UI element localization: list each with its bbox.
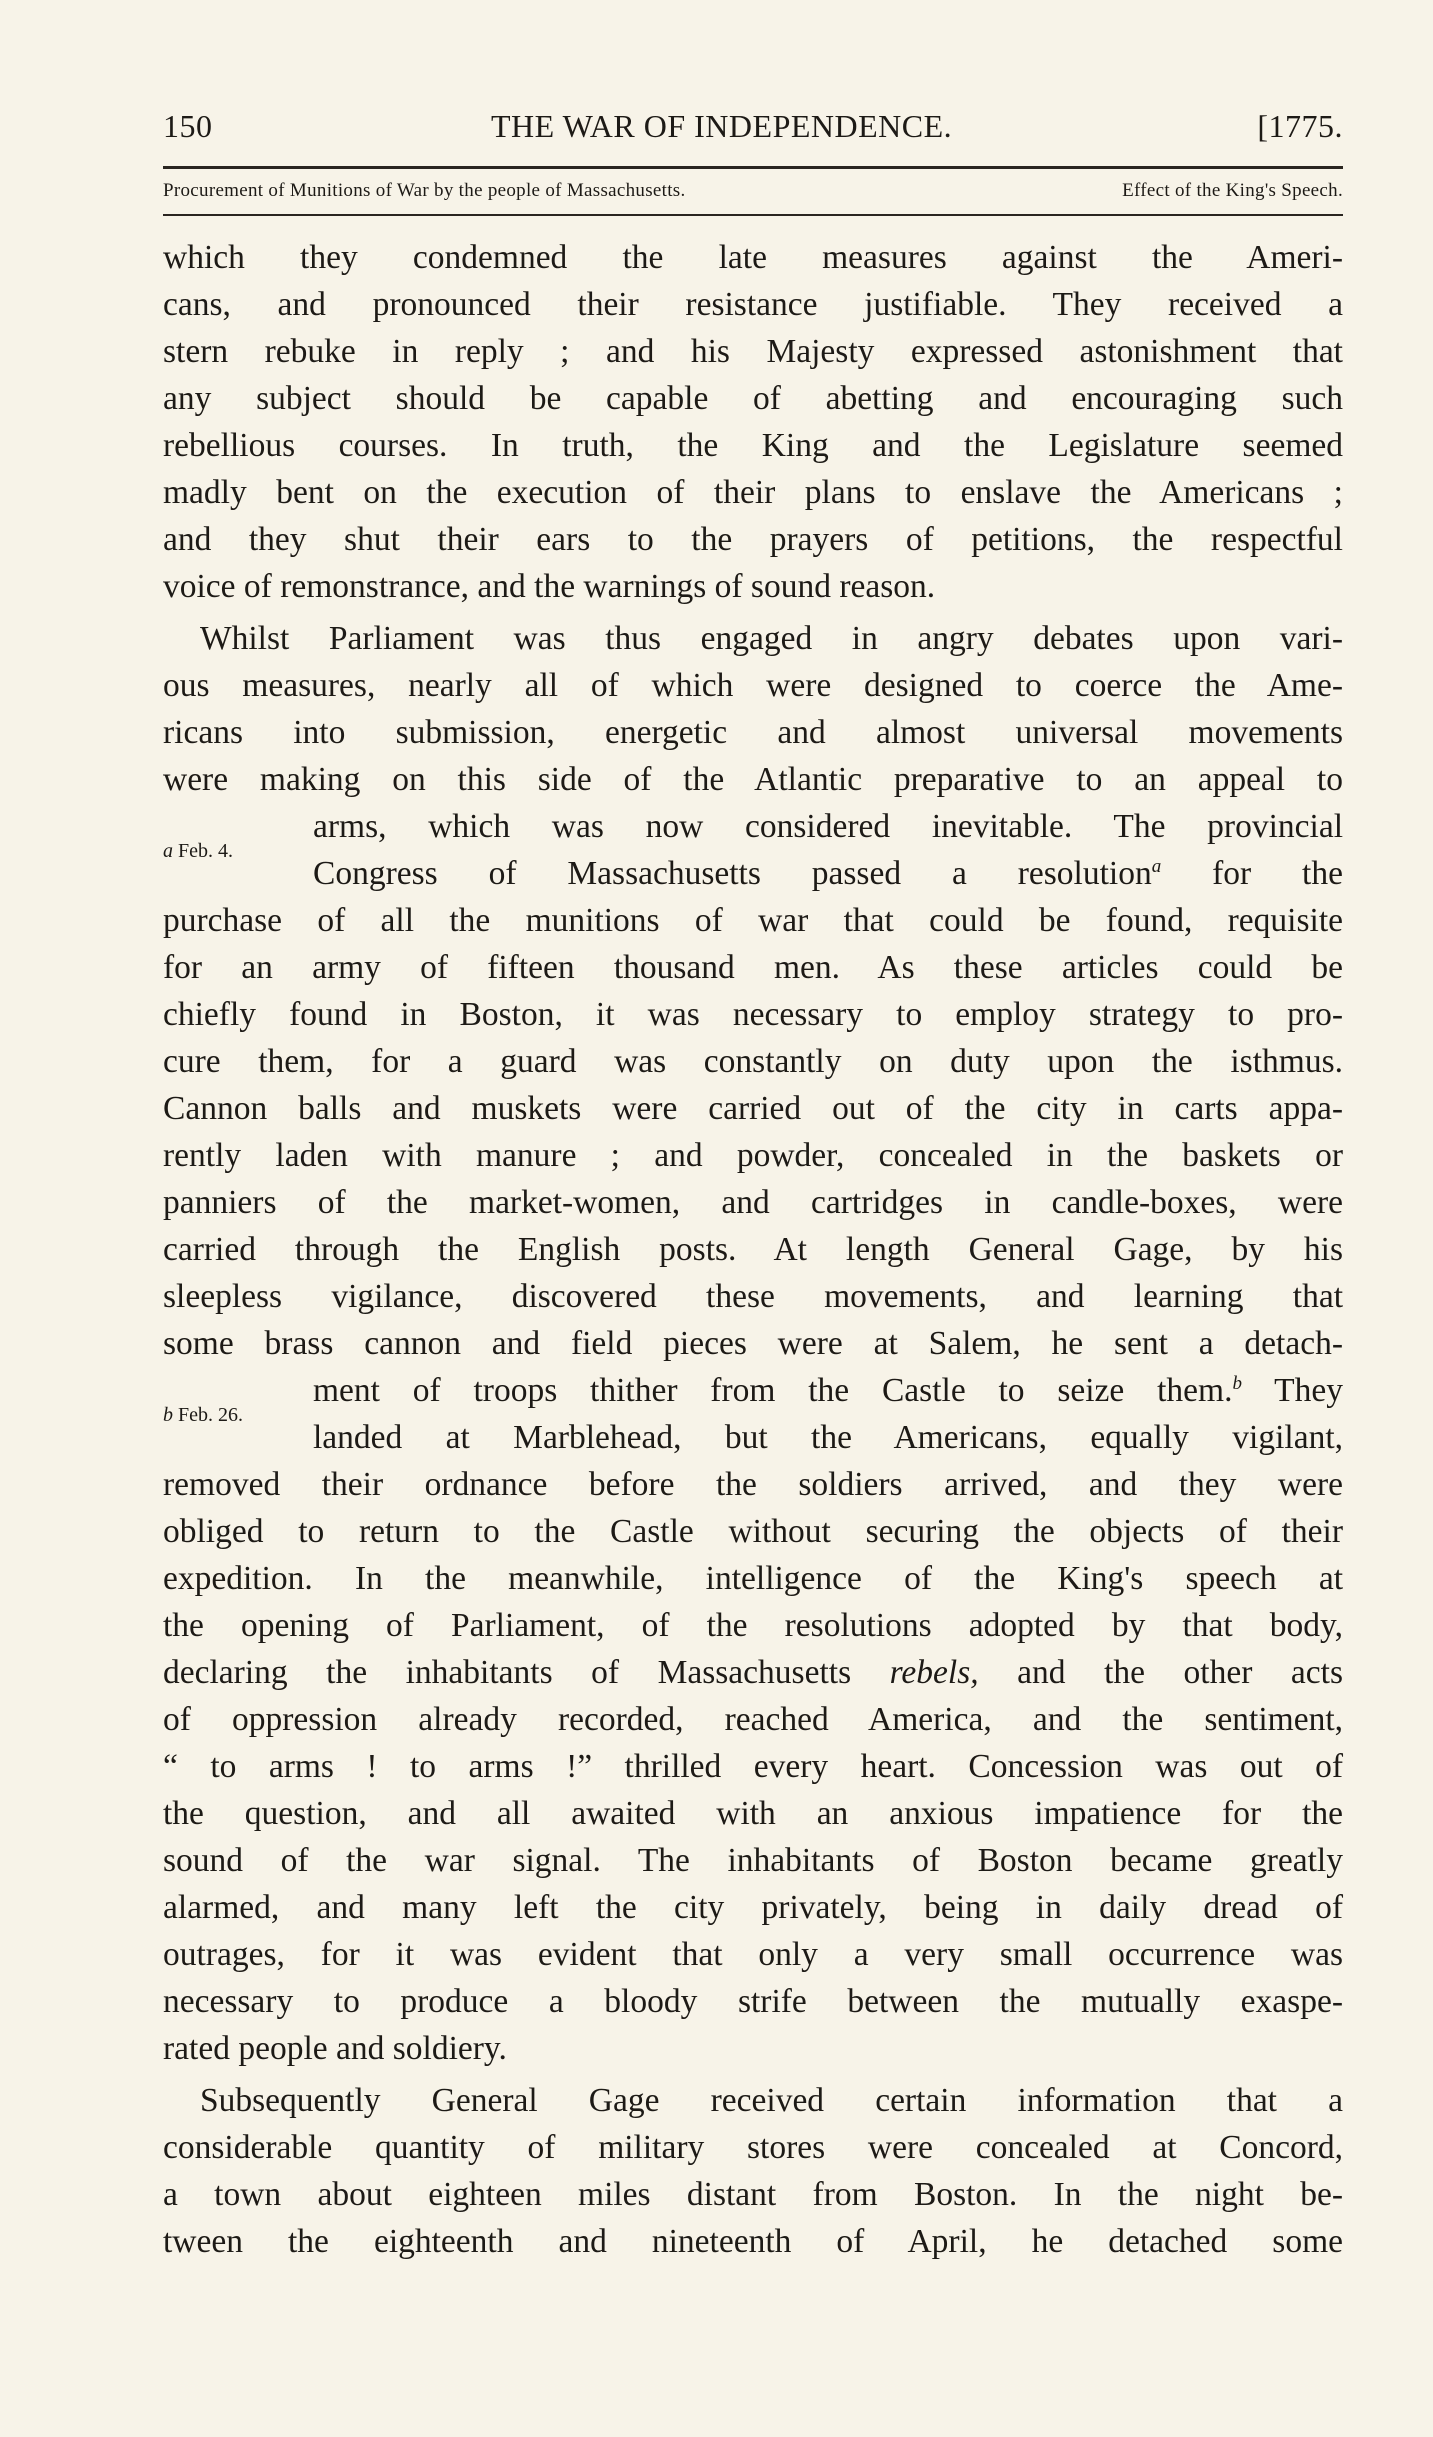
margin-note-letter: b (163, 1404, 173, 1426)
text-run: and the other acts (978, 1654, 1343, 1691)
margin-note-date: Feb. 26. (178, 1404, 243, 1426)
book-title: THE WAR OF INDEPENDENCE. (491, 108, 953, 144)
margin-note-a (163, 836, 233, 866)
header-rule-bottom (163, 214, 1343, 216)
text-line: outrages, for it was evident that only a very small occurrence was (163, 1936, 1343, 1973)
text-line: “ to arms ! to arms !” thrilled every heart. Concession was out of (163, 1748, 1343, 1785)
text-run: declaring the inhabitants of Massachusetts (163, 1654, 890, 1691)
footnote-ref-a: a (1151, 855, 1162, 877)
footnote-ref-b: b (1232, 1372, 1242, 1394)
text-line: purchase of all the munitions of war that could be found, requisite (163, 902, 1343, 939)
text-line: the question, and all awaited with an anxious impatience for the (163, 1795, 1343, 1832)
text-line: removed their ordnance before the soldiers arrived, and they were (163, 1466, 1343, 1503)
text-line: which they condemned the late measures against the Ameri- (163, 239, 1343, 276)
margin-note-b (163, 1400, 243, 1430)
text-run: ment of troops thither from the Castle to seize them. (313, 1372, 1233, 1409)
header-rule-top (163, 166, 1343, 169)
text-line: ricans into submission, energetic and almost universal movements (163, 714, 1343, 751)
text-line (163, 1649, 1343, 1697)
text-line (313, 850, 1343, 898)
text-line: necessary to produce a bloody strife between the mutually exaspe- (163, 1983, 1343, 2020)
text-line: sound of the war signal. The inhabitants of Boston became greatly (163, 1842, 1343, 1879)
topic-subheads (163, 180, 1343, 210)
text-line: voice of remonstrance, and the warnings of sound reason. (163, 568, 936, 605)
text-line: Whilst Parliament was thus engaged in angry debates upon vari- (200, 620, 1343, 657)
year-label: [1775. (1257, 108, 1343, 144)
text-run: Congress of Massachusetts passed a resolution (313, 855, 1152, 892)
text-line: considerable quantity of military stores were concealed at Concord, (163, 2129, 1343, 2166)
text-line: ous measures, nearly all of which were designed to coerce the Ame- (163, 667, 1343, 704)
text-line: Subsequently General Gage received certain information that a (200, 2082, 1343, 2119)
text-line: were making on this side of the Atlantic preparative to an appeal to (163, 761, 1343, 798)
text-line: arms, which was now considered inevitable. The provincial (313, 808, 1343, 845)
text-line: Cannon balls and muskets were carried out of the city in carts appa- (163, 1090, 1343, 1127)
text-line: cans, and pronounced their resistance justifiable. They received a (163, 286, 1343, 323)
text-line: of oppression already recorded, reached America, and the sentiment, (163, 1701, 1343, 1738)
text-line: panniers of the market-women, and cartridges in candle-boxes, were (163, 1184, 1343, 1221)
text-line: madly bent on the execution of their plans to enslave the Americans ; (163, 474, 1343, 511)
text-line: rently laden with manure ; and powder, concealed in the baskets or (163, 1137, 1343, 1174)
subhead-right: Effect of the King's Speech. (1122, 180, 1343, 201)
text-line: for an army of fifteen thousand men. As these articles could be (163, 949, 1343, 986)
text-line: obliged to return to the Castle without securing the objects of their (163, 1513, 1343, 1550)
text-line (313, 1367, 1343, 1415)
italic-word: rebels, (889, 1654, 979, 1691)
text-line: some brass cannon and field pieces were at Salem, he sent a detach- (163, 1325, 1343, 1362)
text-line: alarmed, and many left the city privately, being in daily dread of (163, 1889, 1343, 1926)
text-line: rated people and soldiery. (163, 2030, 507, 2067)
text-line: cure them, for a guard was constantly on duty upon the isthmus. (163, 1043, 1343, 1080)
text-line: stern rebuke in reply ; and his Majesty expressed astonishment that (163, 333, 1343, 370)
text-line: rebellious courses. In truth, the King and the Legislature seemed (163, 427, 1343, 464)
text-run: for the (1161, 855, 1343, 892)
text-line: tween the eighteenth and nineteenth of April, he detached some (163, 2223, 1343, 2260)
subhead-left: Procurement of Munitions of War by the people of Massachusetts. (163, 180, 686, 201)
text-run: They (1241, 1372, 1343, 1409)
margin-note-letter: a (163, 840, 173, 862)
text-line: any subject should be capable of abetting and encouraging such (163, 380, 1343, 417)
margin-note-date: Feb. 4. (178, 840, 233, 862)
text-line: and they shut their ears to the prayers of petitions, the respectful (163, 521, 1343, 558)
text-line: sleepless vigilance, discovered these movements, and learning that (163, 1278, 1343, 1315)
text-line: carried through the English posts. At length General Gage, by his (163, 1231, 1343, 1268)
text-line: chiefly found in Boston, it was necessary to employ strategy to pro- (163, 996, 1343, 1033)
page-number: 150 (163, 108, 213, 144)
text-line: landed at Marblehead, but the Americans, equally vigilant, (313, 1419, 1343, 1456)
text-line: expedition. In the meanwhile, intelligence of the King's speech at (163, 1560, 1343, 1597)
running-head (163, 108, 1343, 158)
text-line: a town about eighteen miles distant from Boston. In the night be- (163, 2176, 1343, 2213)
text-line: the opening of Parliament, of the resolutions adopted by that body, (163, 1607, 1343, 1644)
